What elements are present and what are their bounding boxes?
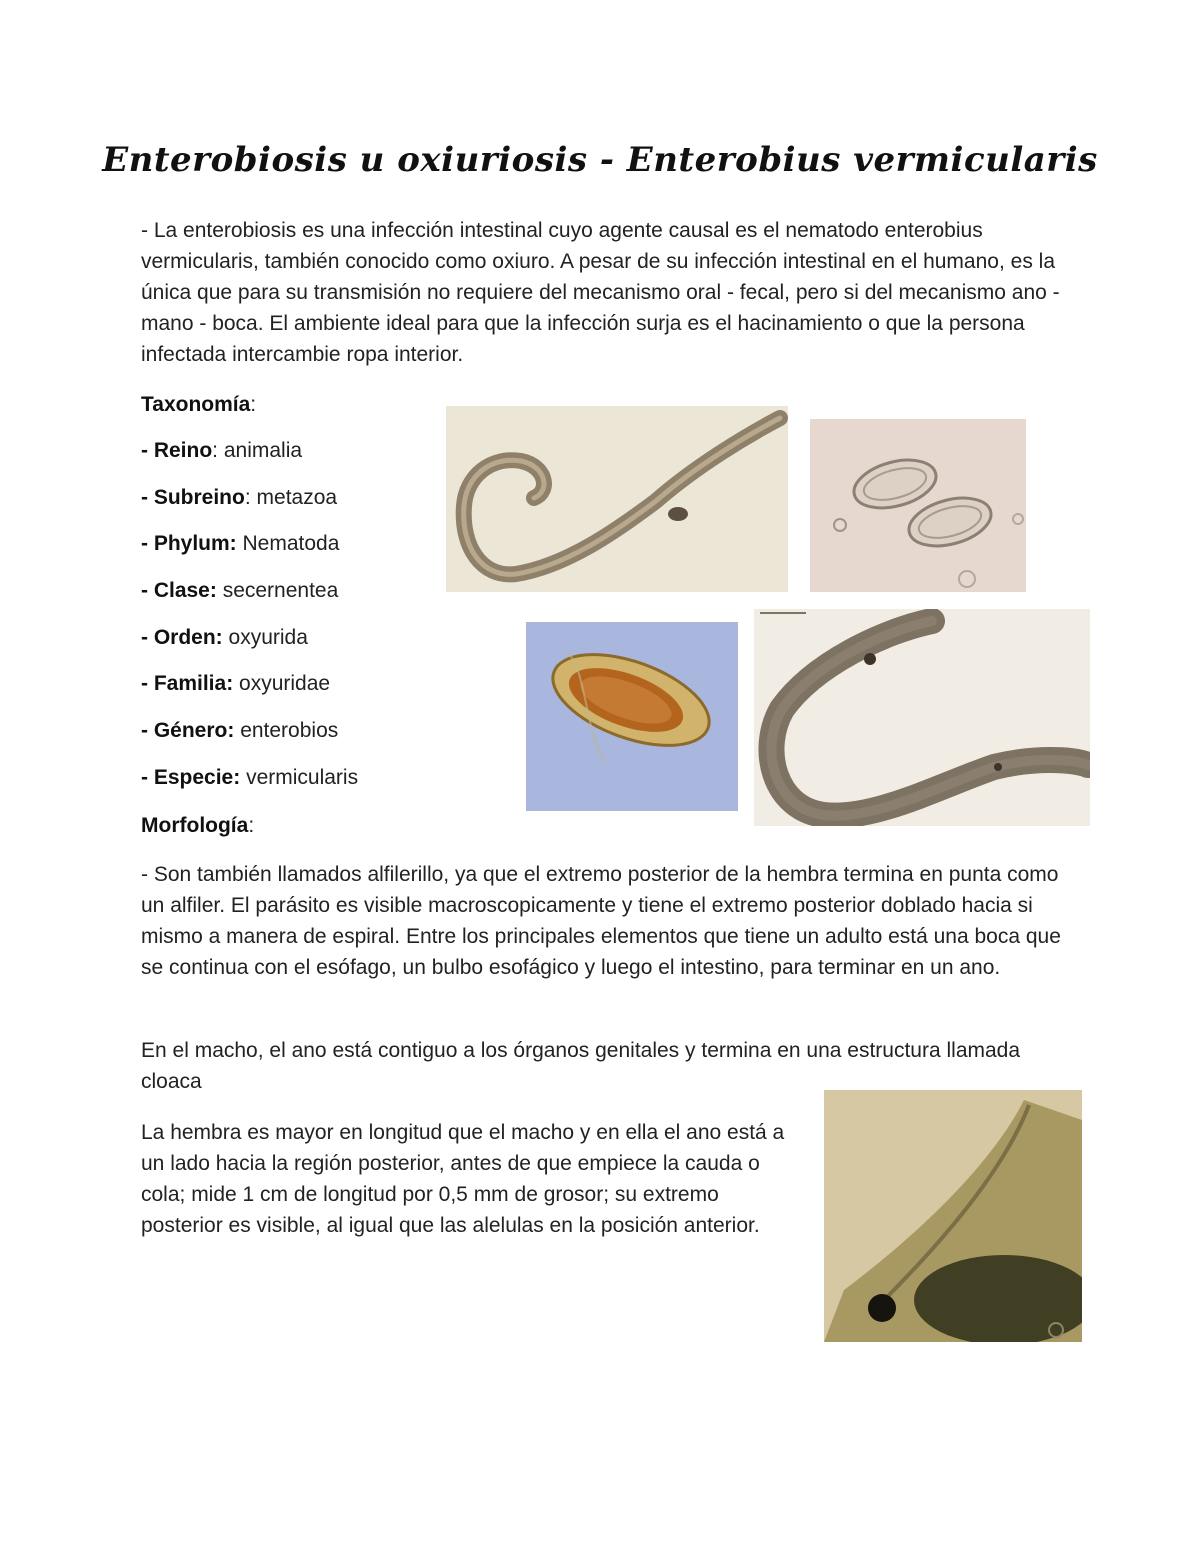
taxonomy-item-especie xyxy=(141,762,358,809)
taxonomy-label: Especie: xyxy=(153,765,241,789)
taxonomy-value: metazoa xyxy=(256,485,338,509)
taxonomy-label: Phylum: xyxy=(153,532,237,556)
taxonomy-value: Nematoda xyxy=(242,532,340,556)
taxonomy-item-phylum xyxy=(141,528,358,575)
taxonomy-value: secernentea xyxy=(222,579,339,603)
taxonomy-sep: : xyxy=(244,485,257,509)
morphology-paragraph-1: - Son también llamados alfilerillo, ya que el extremo posterior de la hembra termina en punta como un alfiler. El parásito es visible macroscopicamente y tiene el extremo posterior doblado hacia si mismo a manera de espiral. Entre los principales elementos que tiene un adulto está una boca que se continua con el esófago, un bulbo esofágico y luego el intestino, para terminar en un ano. xyxy=(141,863,1061,979)
taxonomy-item-reino xyxy=(141,435,358,482)
taxonomy-item-genero xyxy=(141,715,358,762)
taxonomy-value: animalia xyxy=(223,439,303,462)
taxonomy-dash: - xyxy=(141,719,154,743)
taxonomy-value: oxyurida xyxy=(228,625,308,649)
morphology-heading-label: Morfología xyxy=(141,814,249,837)
taxonomy-heading xyxy=(141,389,256,420)
morphology-paragraph-3: La hembra es mayor en longitud que el macho y en ella el ano está a un lado hacia la región posterior, antes de que empiece la cauda o cola; mide 1 cm de longitud por 0,5 mm de grosor; su extremo posterior es visible, al igual que las alelulas en la posición anterior. xyxy=(141,1121,785,1237)
taxonomy-item-subreino xyxy=(141,482,358,529)
taxonomy-item-familia xyxy=(141,668,358,715)
photo-female-anterior xyxy=(824,1090,1082,1342)
taxonomy-dash: - xyxy=(141,485,154,509)
taxonomy-label: Orden: xyxy=(153,625,223,649)
photo-female-anterior-illustration xyxy=(824,1090,1082,1342)
taxonomy-heading-label: Taxonomía xyxy=(141,393,251,416)
photo-adult-worm-curled xyxy=(446,406,788,592)
taxonomy-label: Clase: xyxy=(153,579,217,603)
taxonomy-dash: - xyxy=(141,765,154,789)
taxonomy-dash: - xyxy=(141,439,154,462)
taxonomy-value: enterobios xyxy=(240,719,339,743)
morphology-paragraph-2: En el macho, el ano está contiguo a los órganos genitales y termina en una estructura llamada cloaca xyxy=(141,1039,1021,1093)
photo-egg-single-illustration xyxy=(526,622,738,811)
taxonomy-dash: - xyxy=(141,579,154,603)
taxonomy-sep: : xyxy=(212,439,224,462)
taxonomy-dash: - xyxy=(141,672,154,696)
taxonomy-value: oxyuridae xyxy=(239,672,331,696)
taxonomy-label: Familia: xyxy=(153,672,234,696)
photo-adult-worm-pointed xyxy=(754,609,1090,826)
taxonomy-label: Reino xyxy=(153,439,213,462)
taxonomy-heading-colon: : xyxy=(250,393,257,416)
photo-adult-worm-curled-illustration xyxy=(446,406,788,592)
photo-adult-worm-pointed-illustration xyxy=(754,609,1090,826)
taxonomy-dash: - xyxy=(141,532,154,556)
photo-eggs-pair-illustration xyxy=(810,419,1026,592)
taxonomy-item-orden xyxy=(141,622,358,669)
intro-paragraph: - La enterobiosis es una infección intestinal cuyo agente causal es el nematodo enterobius vermicularis, también conocido como oxiuro. A pesar de su infección intestinal en el humano, es la única que para su transmisión no requiere del mecanismo oral - fecal, pero si del mecanismo ano - mano - boca. El ambiente ideal para que la infección surja es el hacinamiento o que la persona infectada intercambie ropa interior. xyxy=(141,219,1060,366)
taxonomy-item-clase xyxy=(141,575,358,622)
morphology-heading-colon: : xyxy=(248,814,255,837)
taxonomy-label: Género: xyxy=(153,719,235,743)
taxonomy-dash: - xyxy=(141,625,154,649)
morphology-heading xyxy=(141,810,254,841)
taxonomy-label: Subreino xyxy=(153,485,245,509)
document-title: Enterobiosis u oxiuriosis - Enterobius vermicularis xyxy=(102,140,1098,180)
taxonomy-list xyxy=(141,435,358,809)
taxonomy-value: vermicularis xyxy=(246,765,359,789)
photo-eggs-pair xyxy=(810,419,1026,592)
photo-egg-single xyxy=(526,622,738,811)
